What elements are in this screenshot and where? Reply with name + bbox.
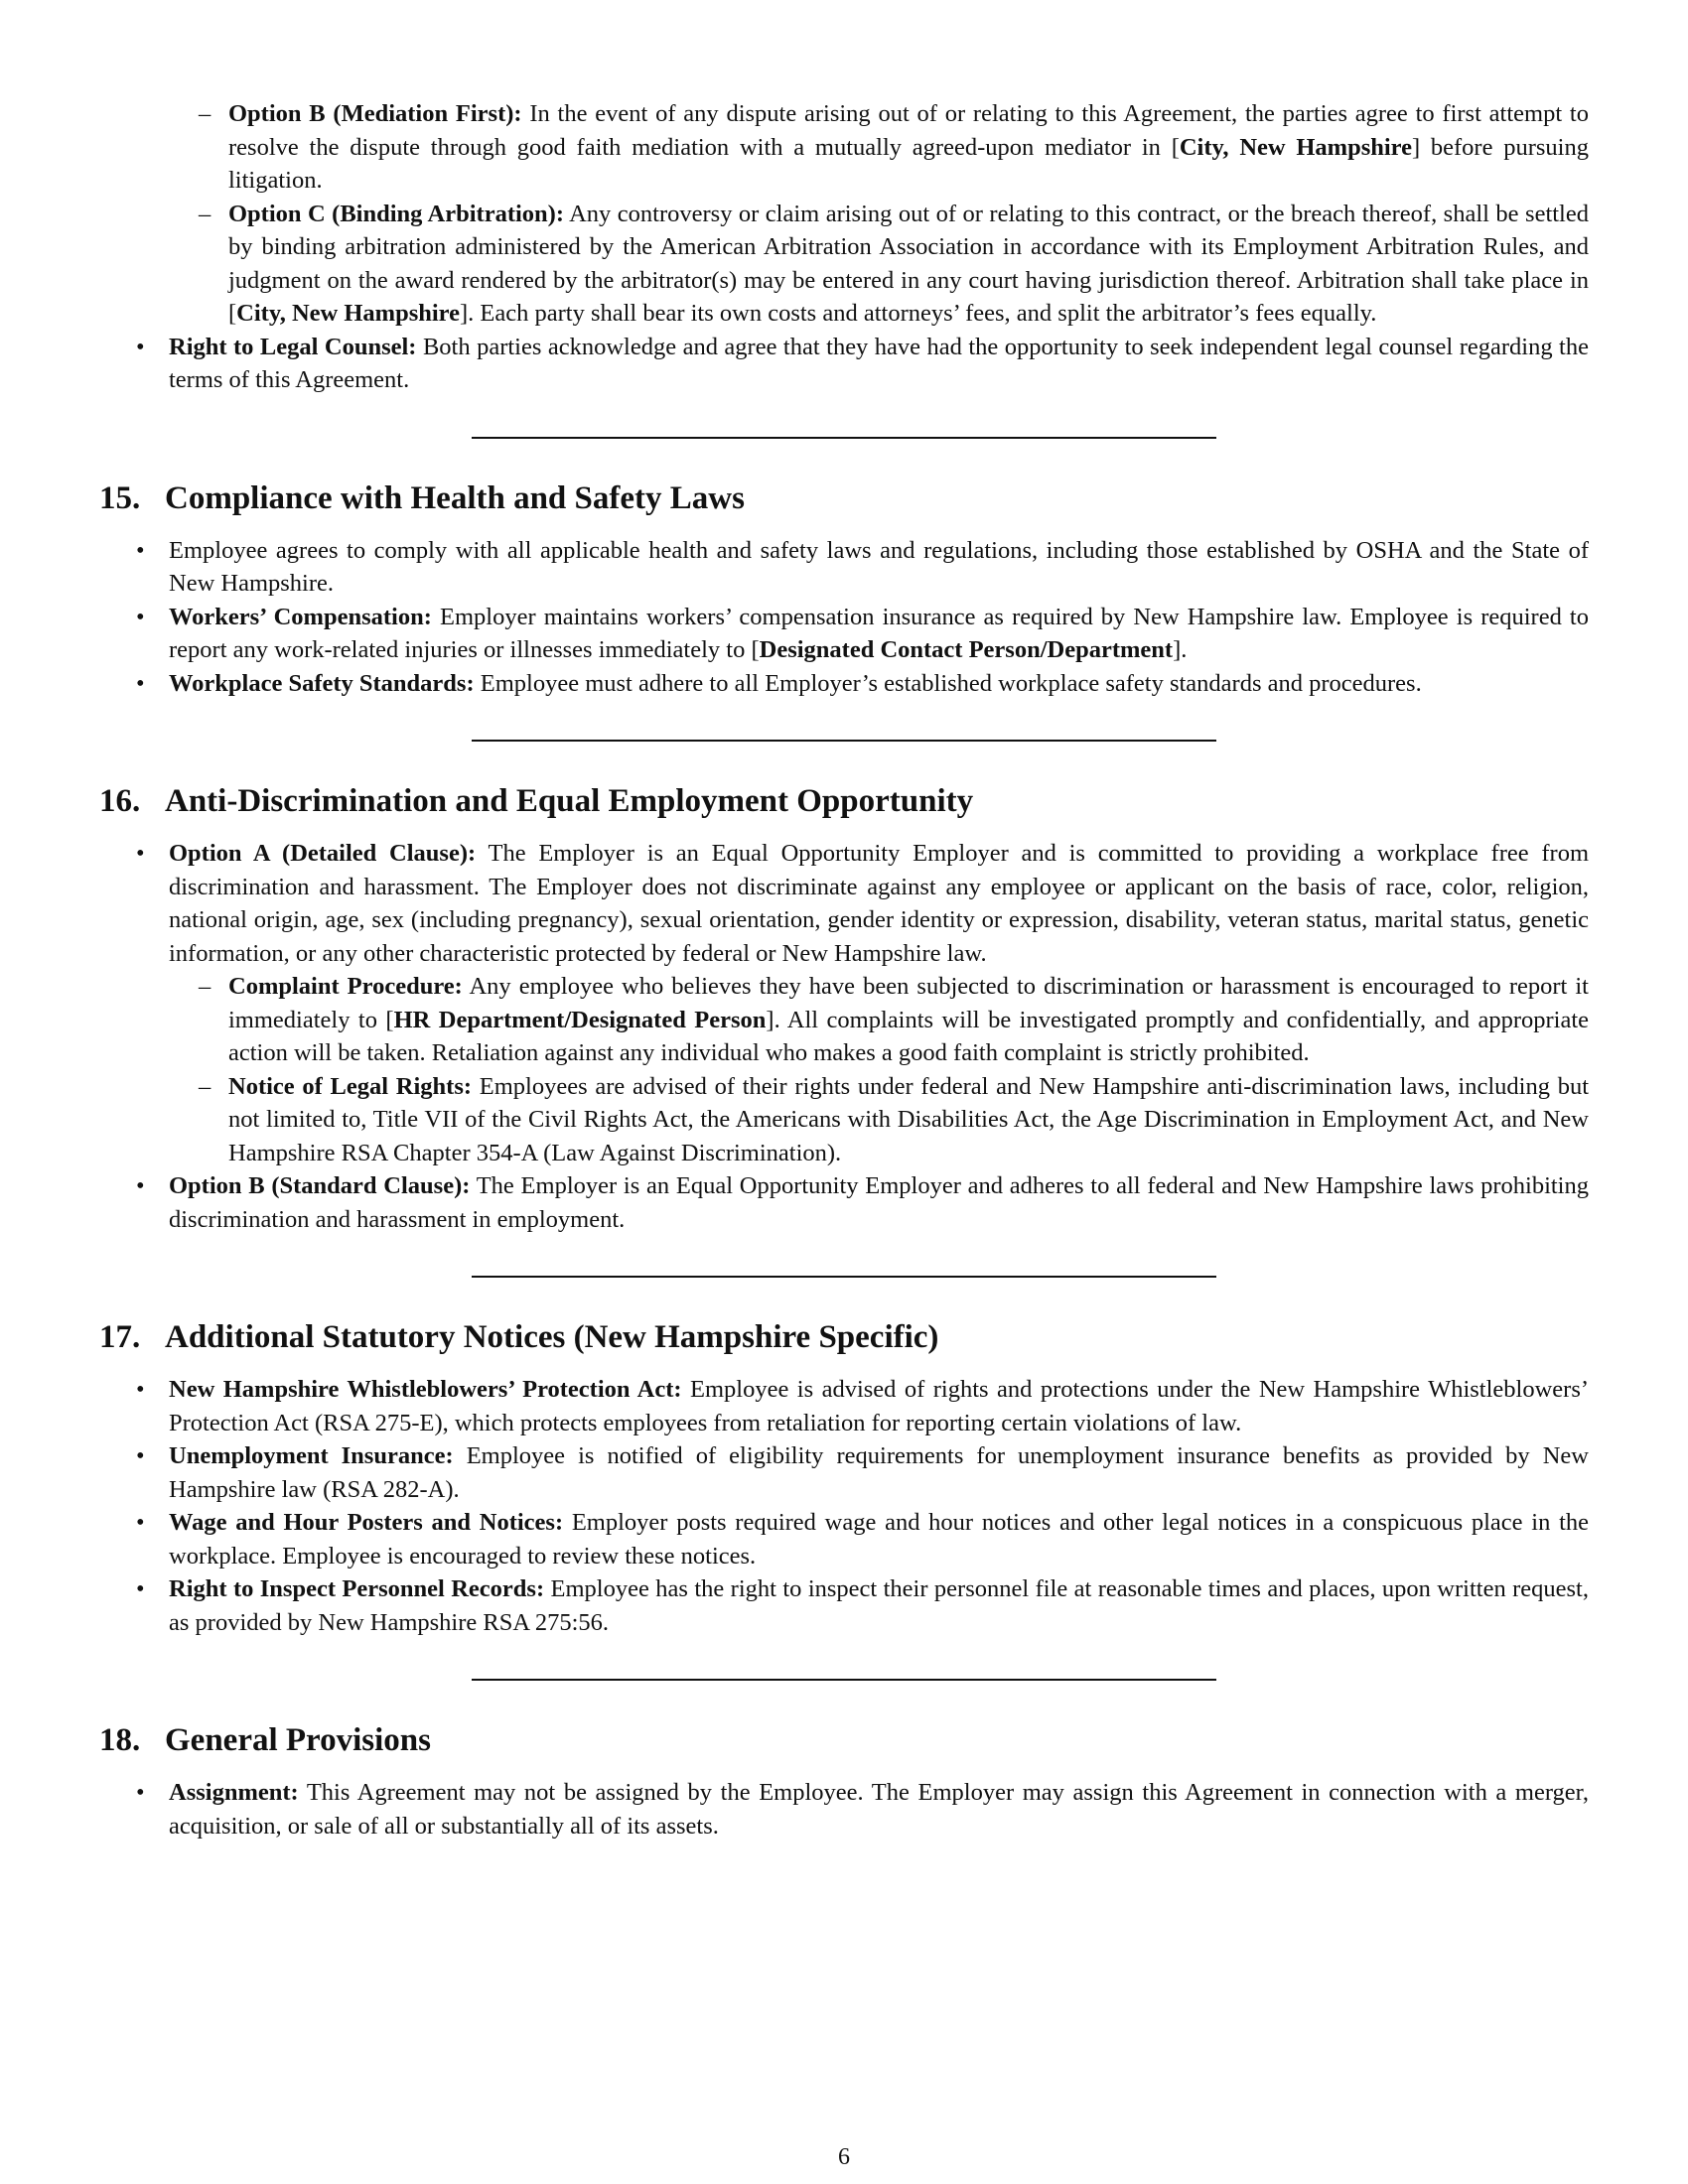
- whistleblower-item: [99, 1373, 1589, 1439]
- notice-legal-rights-label: Notice of Legal Rights:: [228, 1072, 473, 1100]
- section-18-title: General Provisions: [165, 1722, 431, 1758]
- page-content: [99, 97, 1589, 1843]
- workers-comp-text-end: ].: [1173, 636, 1188, 663]
- counsel-list: [99, 331, 1589, 397]
- page-number: 6: [838, 2144, 850, 2170]
- right-to-counsel-item: [99, 331, 1589, 397]
- option-b-text-end: ] before pursuing litigation.: [228, 133, 1589, 194]
- section-divider: [472, 740, 1216, 742]
- section-17-number: 17.: [99, 1319, 141, 1355]
- right-to-counsel-text: Both parties acknowledge and agree that they have had the opportunity to seek independent legal counsel regarding the terms of this Agreement.: [169, 333, 1589, 393]
- section-15-list: [99, 534, 1589, 701]
- option-a-text: The Employer is an Equal Opportunity Employer and is committed to providing a workplace free from discrimination and harassment. The Employer does not discriminate against any employee or applicant on the basis of race, color, religion, national origin, age, sex (including pregnancy), sexual orientation, gender identity or expression, disability, veteran status, marital status, genetic information, or any other characteristic protected by federal or New Hampshire law.: [169, 840, 1589, 967]
- section-16-list: [99, 837, 1589, 1236]
- workers-comp-label: Workers’ Compensation:: [169, 603, 432, 630]
- personnel-records-item: [99, 1572, 1589, 1639]
- safety-standards-text: Employee must adhere to all Employer’s established workplace safety standards and procedures.: [474, 669, 1422, 697]
- wage-hour-posters-item: [99, 1506, 1589, 1572]
- unemployment-text: Employee is notified of eligibility requirements for unemployment insurance benefits as provided by New Hampshire law (RSA 282-A).: [169, 1442, 1589, 1503]
- designated-contact-placeholder: Designated Contact Person/Department: [759, 636, 1174, 663]
- unemployment-item: [99, 1439, 1589, 1506]
- option-b-mediation-item: [99, 97, 1589, 198]
- complaint-procedure-item: [169, 970, 1589, 1070]
- option-c-city: City, New Hampshire: [236, 300, 460, 327]
- section-16-heading: [99, 781, 1589, 821]
- section-15-item-compliance: [99, 534, 1589, 601]
- section-15-number: 15.: [99, 479, 141, 516]
- option-b-label: Option B (Mediation First):: [228, 100, 522, 127]
- notice-legal-rights-text: Employees are advised of their rights under federal and New Hampshire anti-discrimination laws, including but not limited to, Title VII of the Civil Rights Act, the Americans with Disabilities Act, the Age Discrimination in Employment Act, and New Hampshire RSA Chapter 354-A (Law Against Discrimination).: [228, 1072, 1589, 1166]
- section-15-heading: [99, 478, 1589, 518]
- option-b-city: City, New Hampshire: [1179, 133, 1412, 161]
- section-18-list: [99, 1776, 1589, 1843]
- assignment-item: [99, 1776, 1589, 1843]
- section-18-heading: [99, 1720, 1589, 1760]
- right-to-counsel-label: Right to Legal Counsel:: [169, 333, 417, 360]
- section-18-number: 18.: [99, 1722, 141, 1758]
- section-15-title: Compliance with Health and Safety Laws: [165, 479, 745, 516]
- section-15-item-workers-comp: [99, 601, 1589, 667]
- assignment-text: This Agreement may not be assigned by the Employee. The Employer may assign this Agreement in connection with a merger, acquisition, or sale of all or substantially all of its assets.: [169, 1779, 1589, 1840]
- option-c-label: Option C (Binding Arbitration):: [228, 200, 564, 227]
- dispute-options-list: [99, 97, 1589, 331]
- assignment-label: Assignment:: [169, 1779, 299, 1806]
- complaint-procedure-label: Complaint Procedure:: [228, 973, 463, 1000]
- workers-comp-text: Employer maintains workers’ compensation insurance as required by New Hampshire law. Employee is required to report any work-related injuries or illnesses immediately to [: [169, 603, 1589, 663]
- section-17-title: Additional Statutory Notices (New Hampshire Specific): [165, 1319, 939, 1355]
- option-c-text: Any controversy or claim arising out of or relating to this contract, or the breach thereof, shall be settled by binding arbitration administered by the American Arbitration Association in accordance with its Employment Arbitration Rules, and judgment on the award rendered by the arbitrator(s) may be entered in any court having jurisdiction thereof. Arbitration shall take place in [: [228, 200, 1589, 327]
- section-16-title: Anti-Discrimination and Equal Employment Opportunity: [165, 783, 974, 819]
- complaint-procedure-text: Any employee who believes they have been subjected to discrimination or harassment is encouraged to report it immediately to [: [228, 973, 1589, 1033]
- personnel-records-label: Right to Inspect Personnel Records:: [169, 1575, 545, 1602]
- option-c-arbitration-item: [99, 198, 1589, 331]
- section-16-number: 16.: [99, 783, 141, 819]
- option-c-text-end: ]. Each party shall bear its own costs and attorneys’ fees, and split the arbitrator’s fees equally.: [459, 300, 1377, 327]
- complaint-procedure-text-end: ]. All complaints will be investigated promptly and confidentially, and appropriate action will be taken. Retaliation against any individual who makes a good faith complaint is strictly prohibited.: [228, 1006, 1589, 1066]
- section-divider: [472, 437, 1216, 439]
- whistleblower-text: Employee is advised of rights and protections under the New Hampshire Whistleblowers’ Protection Act (RSA 275-E), which protects employees from retaliation for reporting certain violations of law.: [169, 1376, 1590, 1436]
- option-a-sublist: [169, 970, 1589, 1169]
- section-17-list: [99, 1373, 1589, 1639]
- notice-legal-rights-item: [169, 1070, 1589, 1170]
- option-b-standard-text: The Employer is an Equal Opportunity Employer and adheres to all federal and New Hampshire laws prohibiting discrimination and harassment in employment.: [169, 1172, 1589, 1233]
- section-divider: [472, 1276, 1216, 1278]
- personnel-records-text: Employee has the right to inspect their personnel file at reasonable times and places, upon written request, as provided by New Hampshire RSA 275:56.: [169, 1575, 1589, 1636]
- option-b-standard-label: Option B (Standard Clause):: [169, 1172, 471, 1199]
- option-b-standard-item: [99, 1169, 1589, 1236]
- section-17-heading: [99, 1317, 1589, 1357]
- hr-department-placeholder: HR Department/Designated Person: [393, 1006, 767, 1033]
- whistleblower-label: New Hampshire Whistleblowers’ Protection Act:: [169, 1376, 682, 1403]
- section-15-item-safety-standards: [99, 667, 1589, 701]
- option-a-detailed-item: [99, 837, 1589, 1169]
- unemployment-label: Unemployment Insurance:: [169, 1442, 454, 1469]
- wage-hour-text: Employer posts required wage and hour notices and other legal notices in a conspicuous place in the workplace. Employee is encouraged to review these notices.: [169, 1509, 1589, 1570]
- section-divider: [472, 1679, 1216, 1681]
- option-b-text: In the event of any dispute arising out of or relating to this Agreement, the parties agree to first attempt to resolve the dispute through good faith mediation with a mutually agreed-upon mediator in [: [228, 100, 1589, 161]
- section-15-item-1-text: Employee agrees to comply with all applicable health and safety laws and regulations, including those established by OSHA and the State of New Hampshire.: [169, 536, 1589, 597]
- safety-standards-label: Workplace Safety Standards:: [169, 669, 475, 697]
- option-a-label: Option A (Detailed Clause):: [169, 840, 477, 867]
- wage-hour-label: Wage and Hour Posters and Notices:: [169, 1509, 564, 1536]
